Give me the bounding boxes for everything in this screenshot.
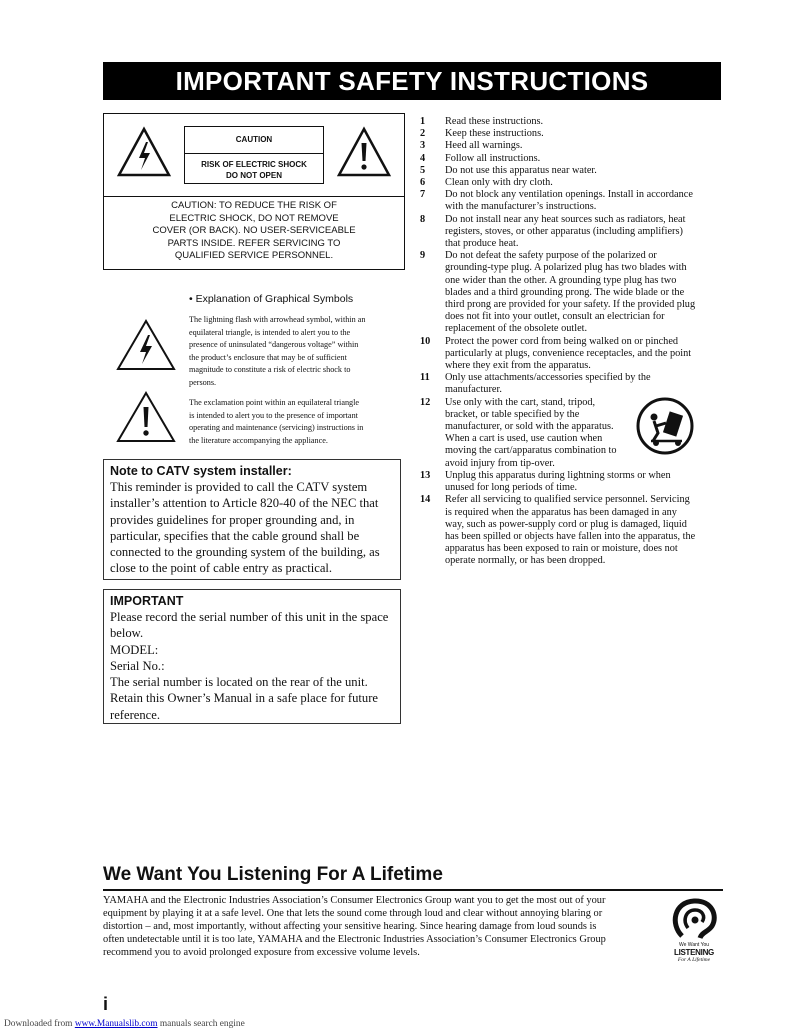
exclamation-symbol-icon xyxy=(115,390,177,444)
text-line: YAMAHA and the Electronic Industries Association’s Consumer Electronics Group want you to get the most out of your xyxy=(103,895,606,906)
instruction-item xyxy=(420,214,722,251)
instruction-number: 2 xyxy=(420,128,426,140)
instruction-text: avoid injury from tip-over. xyxy=(445,457,555,469)
instruction-number: 10 xyxy=(420,335,431,347)
instruction-item xyxy=(420,128,722,140)
instruction-text: manufacturer. xyxy=(445,384,502,396)
text-line: presence of uninsulated “dangerous voltage” within xyxy=(189,340,359,349)
cart-tip-over-warning-icon xyxy=(636,397,694,455)
instruction-number: 14 xyxy=(420,494,431,506)
model-field-label: MODEL: xyxy=(110,642,159,657)
instruction-text: Do not defeat the safety purpose of the polarized or xyxy=(445,250,657,262)
text-line: The exclamation point within an equilateral triangle xyxy=(189,398,360,407)
text-line: magnitude to constitute a risk of electric shock to xyxy=(189,365,351,374)
instruction-text: has been spilled or objects have fallen into the apparatus, the xyxy=(445,530,696,542)
instruction-text: does not fit into your outlet, consult an electrician for xyxy=(445,311,665,323)
instruction-text: Do not block any ventilation openings. Install in accordance xyxy=(445,189,693,201)
instruction-text: bracket, or table specified by the xyxy=(445,408,580,420)
exclamation-warning-icon xyxy=(336,126,392,178)
text-line: the product’s enclosure that may be of sufficient xyxy=(189,352,347,362)
important-line: below. xyxy=(110,626,144,641)
instruction-text: apparatus has been exposed to rain or moisture, does not xyxy=(445,543,678,555)
instruction-text: blades and a third grounding prong. The wide blade or the xyxy=(445,286,685,298)
instruction-number: 6 xyxy=(420,177,426,189)
lightning-warning-icon xyxy=(116,126,172,178)
catv-note-title: Note to CATV system installer: xyxy=(110,464,292,478)
instruction-number: 1 xyxy=(420,116,426,127)
instruction-text: Keep these instructions. xyxy=(445,128,544,140)
instruction-text: Clean only with dry cloth. xyxy=(445,177,553,189)
section-divider xyxy=(103,889,723,891)
instruction-number: 12 xyxy=(420,396,431,408)
instruction-item xyxy=(420,494,722,567)
footer-suffix: manuals search engine xyxy=(157,1019,245,1029)
catv-note-line: close to the point of cable entry as practical. xyxy=(110,561,333,576)
page-title: IMPORTANT SAFETY INSTRUCTIONS xyxy=(103,62,721,100)
instruction-number: 5 xyxy=(420,164,426,176)
instruction-number: 7 xyxy=(420,189,426,201)
safety-instructions-list xyxy=(420,116,722,568)
instruction-number: 13 xyxy=(420,469,431,481)
caution-text-line: COVER (OR BACK). NO USER-SERVICEABLE xyxy=(152,225,356,236)
instruction-item xyxy=(420,189,722,213)
logo-tagline-top: We Want You xyxy=(678,942,710,948)
text-line: persons. xyxy=(189,377,217,387)
instruction-item xyxy=(420,165,722,177)
instruction-text: manufacturer, or sold with the apparatus. xyxy=(445,421,614,433)
important-line: reference. xyxy=(110,707,160,722)
manualslib-link[interactable]: www.Manualslib.com xyxy=(74,1019,158,1029)
important-box xyxy=(103,589,401,724)
text-line: is intended to alert you to the presence of important xyxy=(189,410,358,420)
caution-header xyxy=(104,114,404,197)
text-line: operating and maintenance (servicing) instructions in xyxy=(189,423,364,432)
instruction-item xyxy=(420,140,722,152)
instruction-number: 8 xyxy=(420,213,426,225)
instruction-text: one wider than the other. A grounding type plug has two xyxy=(445,274,677,286)
instruction-text: moving the cart/apparatus combination to xyxy=(445,445,617,457)
instruction-text: grounding-type plug. A polarized plug has two blades with xyxy=(445,262,687,274)
important-line: Retain this Owner’s Manual in a safe place for future xyxy=(110,691,378,706)
instruction-text: Protect the power cord from being walked on or pinched xyxy=(445,335,679,347)
instruction-text: where they exit from the apparatus. xyxy=(445,360,591,372)
caution-box xyxy=(103,113,405,270)
instruction-item xyxy=(420,372,722,396)
instruction-text: Unplug this apparatus during lightning storms or when xyxy=(445,469,671,481)
instruction-text: Read these instructions. xyxy=(445,116,544,127)
instruction-text: Do not use this apparatus near water. xyxy=(445,164,597,176)
serial-field-label: Serial No.: xyxy=(110,658,165,673)
instruction-text: third prong are provided for your safety. If the provided plug xyxy=(445,299,696,311)
instruction-number: 4 xyxy=(420,152,426,164)
footer-prefix: Downloaded from xyxy=(4,1019,75,1029)
catv-note-line: installer’s attention to Article 820-40 of the NEC that xyxy=(110,496,379,511)
text-line: equilateral triangle, is intended to alert you to the xyxy=(189,327,351,337)
exclamation-explanation xyxy=(189,397,401,447)
instruction-text: that produce heat. xyxy=(445,238,519,250)
instruction-text: with the manufacturer’s instructions. xyxy=(445,201,597,213)
catv-note-line: provides guidelines for proper grounding and, in xyxy=(110,512,355,527)
important-title: IMPORTANT xyxy=(110,594,184,608)
listening-paragraph xyxy=(103,894,663,959)
text-line: distortion – and, most importantly, without affecting your sensitive hearing. Since hearing damage from loud sounds is xyxy=(103,921,597,932)
instruction-item xyxy=(420,116,722,128)
instruction-number: 3 xyxy=(420,140,426,152)
ear-logo-icon xyxy=(668,898,720,942)
instruction-item xyxy=(420,397,722,470)
caution-text xyxy=(104,200,404,263)
important-line: The serial number is located on the rear of the unit. xyxy=(110,675,368,690)
text-line: recommend you to avoid prolonged exposure from excessive volume levels. xyxy=(103,947,420,958)
caution-label: CAUTION xyxy=(185,127,323,154)
lightning-symbol-icon xyxy=(115,318,177,372)
listening-logo xyxy=(668,898,720,970)
instruction-text: unused for long periods of time. xyxy=(445,482,578,494)
text-line: the literature accompanying the appliance. xyxy=(189,435,328,445)
risk-line-1: RISK OF ELECTRIC SHOCK xyxy=(201,160,307,169)
instruction-item xyxy=(420,250,722,335)
catv-note-line: connected to the grounding system of the building, as xyxy=(110,545,380,560)
instruction-text: When a cart is used, use caution when xyxy=(445,433,603,445)
text-line: often undetectable until it is too late, YAMAHA and the Electronic Industries Association’s Consumer Electronics Group xyxy=(103,934,606,945)
instruction-item xyxy=(420,336,722,373)
caution-label-panel xyxy=(184,126,324,184)
instruction-item xyxy=(420,153,722,165)
instruction-text: is required when the apparatus has been damaged in any xyxy=(445,506,677,518)
instruction-text: replacement of the obsolete outlet. xyxy=(445,323,588,335)
text-line: The lightning flash with arrowhead symbol, within an xyxy=(189,315,366,324)
text-line: equipment by playing it at a safe level. One that lets the sound come through loud and clear without annoying blaring or xyxy=(103,908,603,919)
instruction-text: Follow all instructions. xyxy=(445,152,541,164)
catv-note-line: particular, specifies that the cable ground shall be xyxy=(110,528,360,543)
instruction-item xyxy=(420,177,722,189)
logo-main-word: LISTENING xyxy=(674,948,714,957)
caution-text-line: CAUTION: TO REDUCE THE RISK OF xyxy=(171,200,337,211)
page-number: i xyxy=(103,994,109,1014)
listening-section-title: We Want You Listening For A Lifetime xyxy=(103,864,443,885)
caution-text-line: PARTS INSIDE. REFER SERVICING TO xyxy=(167,237,341,249)
instruction-text: Only use attachments/accessories specified by the xyxy=(445,372,651,384)
risk-line-2: DO NOT OPEN xyxy=(225,171,282,180)
instruction-text: way, such as power-supply cord or plug is damaged, liquid xyxy=(445,518,687,530)
instruction-text: Use only with the cart, stand, tripod, xyxy=(445,396,596,408)
lightning-explanation xyxy=(189,314,401,389)
logo-tagline-bottom: For A Lifetime xyxy=(677,957,711,963)
catv-note-box xyxy=(103,459,401,580)
instruction-number: 9 xyxy=(420,250,426,262)
instruction-text: Heed all warnings. xyxy=(445,140,523,152)
caution-text-line: ELECTRIC SHOCK, DO NOT REMOVE xyxy=(169,212,339,224)
graphical-symbols-heading: • Explanation of Graphical Symbols xyxy=(189,293,354,305)
download-footer xyxy=(4,1019,245,1029)
catv-note-line: This reminder is provided to call the CATV system xyxy=(110,480,368,494)
instruction-number: 11 xyxy=(420,372,430,384)
instruction-text: Do not install near any heat sources such as radiators, heat xyxy=(445,213,686,225)
instruction-item xyxy=(420,470,722,494)
important-line: Please record the serial number of this unit in the space xyxy=(110,610,389,624)
instruction-text: operate normally, or has been dropped. xyxy=(445,555,606,567)
caution-text-line: QUALIFIED SERVICE PERSONNEL. xyxy=(174,250,334,261)
instruction-text: Refer all servicing to qualified service personnel. Servicing xyxy=(445,494,690,506)
instruction-text: particularly at plugs, convenience receptacles, and the point xyxy=(445,347,692,359)
instruction-text: registers, stoves, or other apparatus (including amplifiers) xyxy=(445,225,683,237)
